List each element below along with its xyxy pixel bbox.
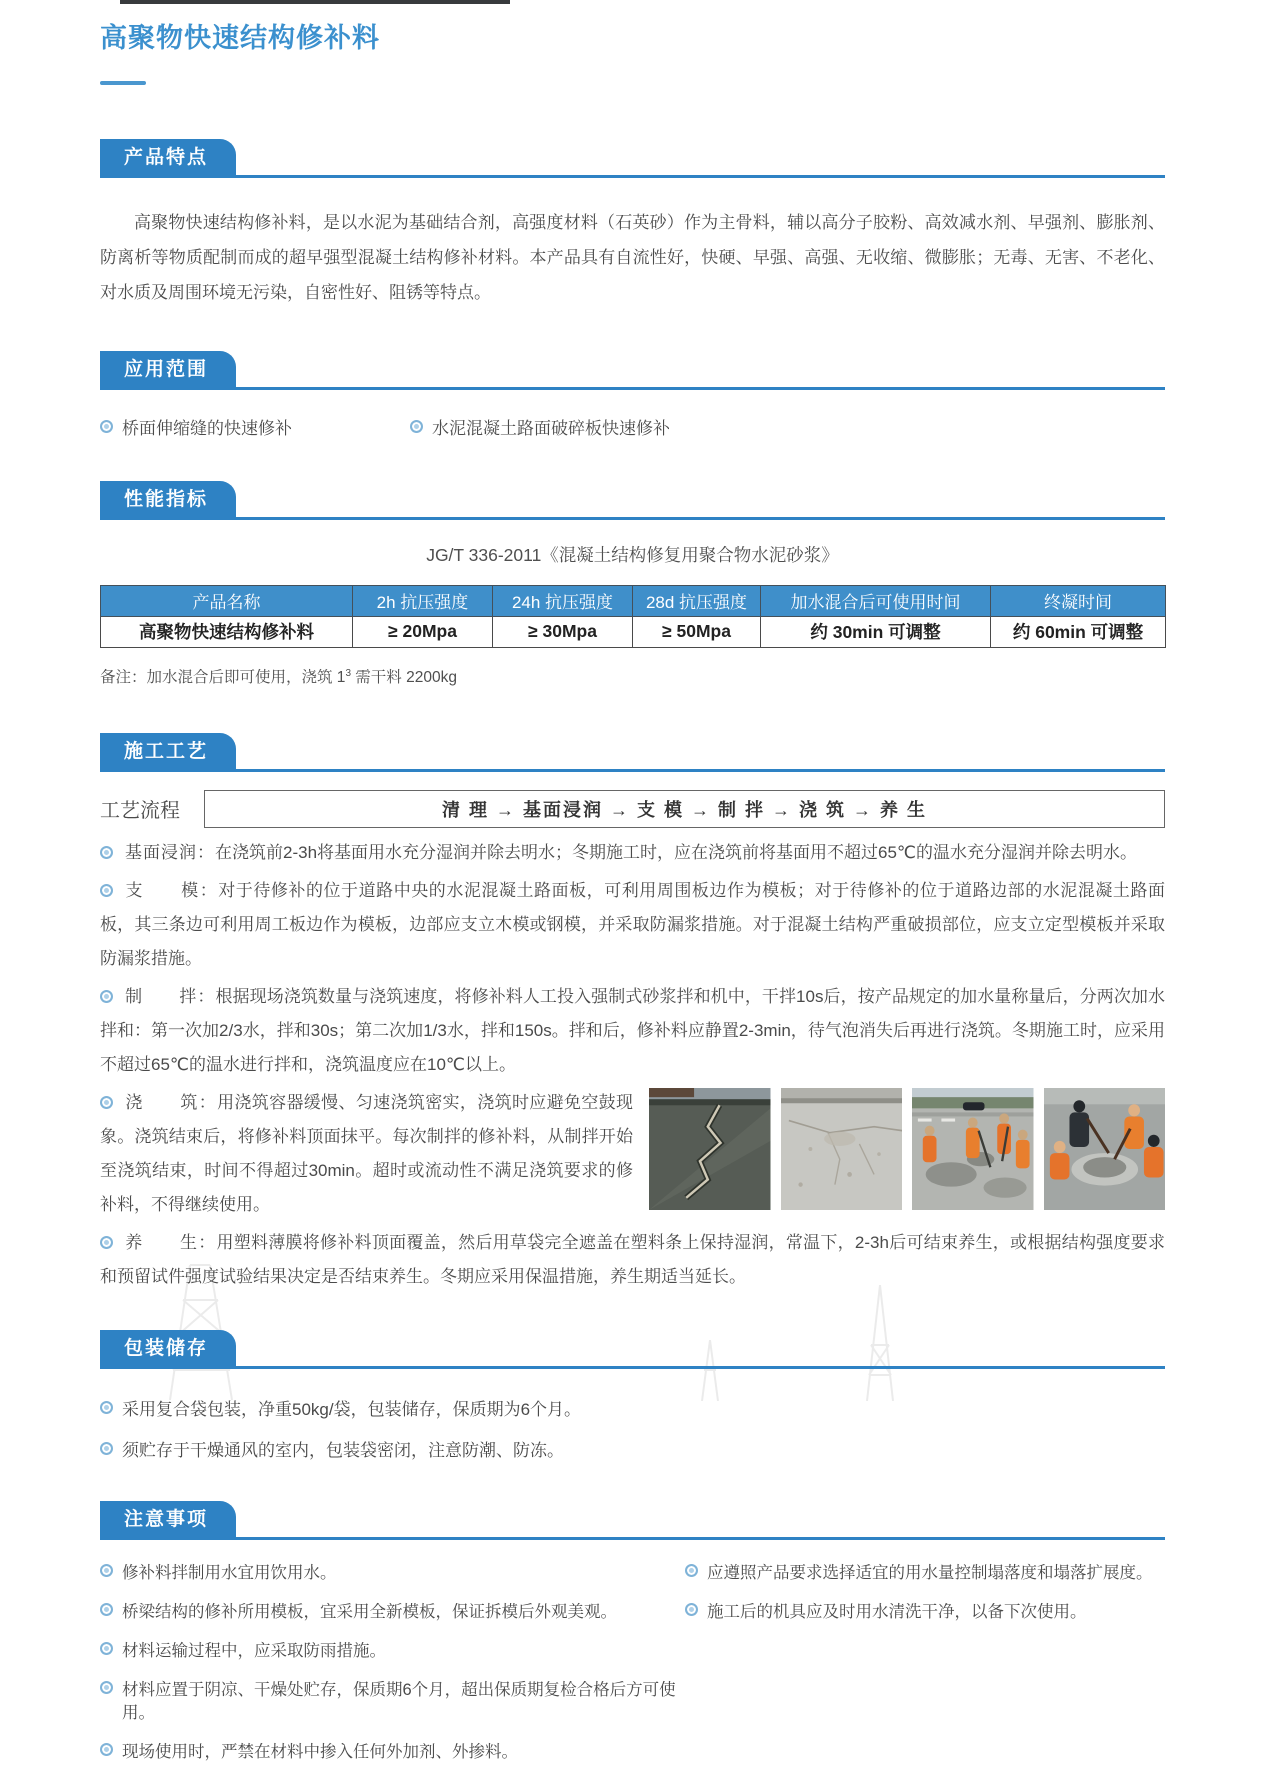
- cell-usable-time: 约 30min 可调整: [761, 616, 991, 647]
- workers-placing-mortar-photo: [1044, 1088, 1166, 1210]
- ring-bullet-icon: [100, 1096, 113, 1109]
- process-badge: 施工工艺: [100, 733, 236, 769]
- ring-bullet-icon: [100, 420, 113, 433]
- packaging-item-label: 须贮存于干燥通风的室内，包装袋密闭，注意防潮、防冻。: [122, 1440, 564, 1460]
- step-curing: [100, 1226, 1165, 1294]
- application-item: [100, 414, 410, 439]
- precaution-label: 材料应置于阴凉、干燥处贮存，保质期6个月，超出保质期复检合格后方可使用。: [122, 1681, 676, 1722]
- precaution-item: [685, 1562, 1165, 1584]
- precaution-item: [100, 1562, 685, 1584]
- ring-bullet-icon: [100, 846, 113, 859]
- table-note: [100, 665, 1165, 687]
- col-header: 24h 抗压强度: [493, 585, 633, 616]
- note-text: 备注：加水混合后即可使用，浇筑 1: [100, 668, 346, 686]
- performance-table: [100, 585, 1166, 648]
- precautions-list: [100, 1562, 1165, 1780]
- note-superscript: 3: [345, 667, 351, 679]
- section-header-precautions: [100, 1501, 1165, 1540]
- application-item-label: 桥面伸缩缝的快速修补: [122, 418, 292, 438]
- application-item: [410, 414, 670, 439]
- col-header: 终凝时间: [991, 585, 1166, 616]
- step-name: 浇 筑：: [125, 1092, 218, 1112]
- ring-bullet-icon: [100, 1442, 113, 1455]
- table-header-row: [101, 585, 1166, 616]
- precautions-left-column: [100, 1562, 685, 1780]
- flow-label: 工艺流程: [100, 799, 180, 822]
- ring-bullet-icon: [100, 884, 113, 897]
- precaution-label: 现场使用时，严禁在材料中掺入任何外加剂、外掺料。: [122, 1742, 518, 1761]
- packaging-badge: 包装储存: [100, 1330, 236, 1366]
- precaution-item: [685, 1601, 1165, 1623]
- step-text: 对于待修补的位于道路中央的水泥混凝土路面板，可利用周围板边作为模板；对于待修补的位于道路边部的水泥混凝土路面板，其三条边可利用周工板边作为模板，边部应支立木模或钢模，并采取防漏浆措施。对于混凝土结构严重破损部位，应支立定型模板并采取防漏浆措施。: [100, 880, 1166, 968]
- precaution-label: 桥梁结构的修补所用模板，宜采用全新模板，保证拆模后外观美观。: [122, 1602, 617, 1621]
- step-name: 基面浸润：: [125, 842, 215, 862]
- process-photo-strip: [649, 1088, 1165, 1210]
- standard-reference: JG/T 336-2011《混凝土结构修复用聚合物水泥砂浆》: [426, 544, 839, 565]
- application-badge: 应用范围: [100, 351, 236, 387]
- product-datasheet: [100, 0, 1165, 1780]
- cell-final-set-time: 约 60min 可调整: [991, 616, 1166, 647]
- step-text: 用塑料薄膜将修补料顶面覆盖，然后用草袋完全遮盖在塑料条上保持湿润，常温下，2-3h后可结束养生，或根据结构强度要求和预留试件强度试验结果决定是否结束养生。冬期应采用保温措施，养生期适当延长。: [100, 1232, 1166, 1286]
- section-header-application: [100, 351, 1165, 390]
- section-header-process: [100, 733, 1165, 772]
- step-name: 支 模：: [125, 880, 219, 900]
- precaution-item: [100, 1601, 685, 1623]
- page-title: 高聚物快速结构修补料: [100, 23, 380, 53]
- precautions-right-column: [685, 1562, 1165, 1780]
- page-top-crop-remnant: [120, 0, 510, 4]
- ring-bullet-icon: [100, 1681, 113, 1694]
- process-steps: [100, 836, 1165, 1294]
- ring-bullet-icon: [100, 1236, 113, 1249]
- table-row: [101, 616, 1166, 647]
- step-text: 在浇筑前2-3h将基面用水充分湿润并除去明水；冬期施工时，应在浇筑前将基面用不超过65℃的温水充分湿润并除去明水。: [215, 842, 1138, 862]
- cell-24h-strength: ≥ 30Mpa: [493, 616, 633, 647]
- ring-bullet-icon: [100, 1743, 113, 1756]
- step-name: 制 拌：: [125, 986, 216, 1006]
- cell-28d-strength: ≥ 50Mpa: [633, 616, 761, 647]
- ring-bullet-icon: [100, 1642, 113, 1655]
- cell-product-name: 高聚物快速结构修补料: [101, 616, 353, 647]
- precaution-label: 修补料拌制用水宜用饮用水。: [122, 1563, 337, 1582]
- col-header: 28d 抗压强度: [633, 585, 761, 616]
- title-underline: [100, 81, 146, 85]
- precaution-item: [100, 1679, 685, 1724]
- performance-badge: 性能指标: [100, 481, 236, 517]
- step-mixing: [100, 980, 1165, 1082]
- note-text: 需干料 2200kg: [351, 668, 457, 686]
- packaging-item-label: 采用复合袋包装，净重50kg/袋，包装储存，保质期为6个月。: [122, 1399, 582, 1419]
- packaging-item: [100, 1436, 1165, 1461]
- application-list: [100, 414, 1165, 439]
- ring-bullet-icon: [100, 1564, 113, 1577]
- section-header-packaging: [100, 1330, 1165, 1369]
- road-repair-workers-photo: [912, 1088, 1034, 1210]
- features-paragraph: 高聚物快速结构修补料，是以水泥为基础结合剂，高强度材料（石英砂）作为主骨料，辅以高分子胶粉、高效减水剂、早强剂、膨胀剂、防离析等物质配制而成的超早强型混凝土结构修补材料。本产品具有自流性好，快硬、早强、高强、无收缩、微膨胀；无毒、无害、不老化、对水质及周围环境无污染，自密性好、阻锈等特点。: [100, 213, 1165, 302]
- ring-bullet-icon: [685, 1564, 698, 1577]
- features-badge: 产品特点: [100, 139, 236, 175]
- section-header-features: [100, 139, 1165, 178]
- precaution-label: 材料运输过程中，应采取防雨措施。: [122, 1642, 386, 1661]
- concrete-surface-cracks-photo: [781, 1088, 903, 1210]
- step-name: 养 生：: [125, 1232, 217, 1252]
- ring-bullet-icon: [100, 1603, 113, 1616]
- precaution-item: [100, 1741, 685, 1763]
- col-header: 加水混合后可使用时间: [761, 585, 991, 616]
- precautions-badge: 注意事项: [100, 1501, 236, 1537]
- col-header: 产品名称: [101, 585, 353, 616]
- dark-pavement-crack-photo: [649, 1088, 771, 1210]
- packaging-item: [100, 1395, 1165, 1420]
- step-formwork: [100, 874, 1165, 976]
- col-header: 2h 抗压强度: [353, 585, 493, 616]
- ring-bullet-icon: [410, 420, 423, 433]
- ring-bullet-icon: [100, 990, 113, 1003]
- step-soaking: [100, 836, 1165, 870]
- packaging-list: [100, 1395, 1165, 1461]
- step-text: 根据现场浇筑数量与浇筑速度，将修补料人工投入强制式砂浆拌和机中，干拌10s后，按产品规定的加水量称量后，分两次加水拌和：第一次加2/3水，拌和30s；第二次加1/3水，拌和150s。拌和后，修补料应静置2-3min，待气泡消失后再进行浇筑。冬期施工时，应采用不超过65℃的温水进行拌和，浇筑温度应在10℃以上。: [100, 986, 1165, 1074]
- ring-bullet-icon: [685, 1603, 698, 1616]
- flow-sequence-box: 清 理 → 基面浸润 → 支 模 → 制 拌 → 浇 筑 → 养 生: [204, 790, 1165, 828]
- step-text: 用浇筑容器缓慢、匀速浇筑密实，浇筑时应避免空鼓现象。浇筑结束后，将修补料顶面抹平。每次制拌的修补料，从制拌开始至浇筑结束，时间不得超过30min。超时或流动性不满足浇筑要求的修补料，不得继续使用。: [100, 1092, 634, 1214]
- cell-2h-strength: ≥ 20Mpa: [353, 616, 493, 647]
- application-item-label: 水泥混凝土路面破碎板快速修补: [432, 418, 670, 438]
- section-header-performance: [100, 481, 1165, 520]
- precaution-label: 应遵照产品要求选择适宜的用水量控制塌落度和塌落扩展度。: [707, 1563, 1153, 1582]
- precaution-item: [100, 1640, 685, 1662]
- precaution-label: 施工后的机具应及时用水清洗干净，以备下次使用。: [707, 1602, 1087, 1621]
- ring-bullet-icon: [100, 1401, 113, 1414]
- process-flow: [100, 790, 1165, 828]
